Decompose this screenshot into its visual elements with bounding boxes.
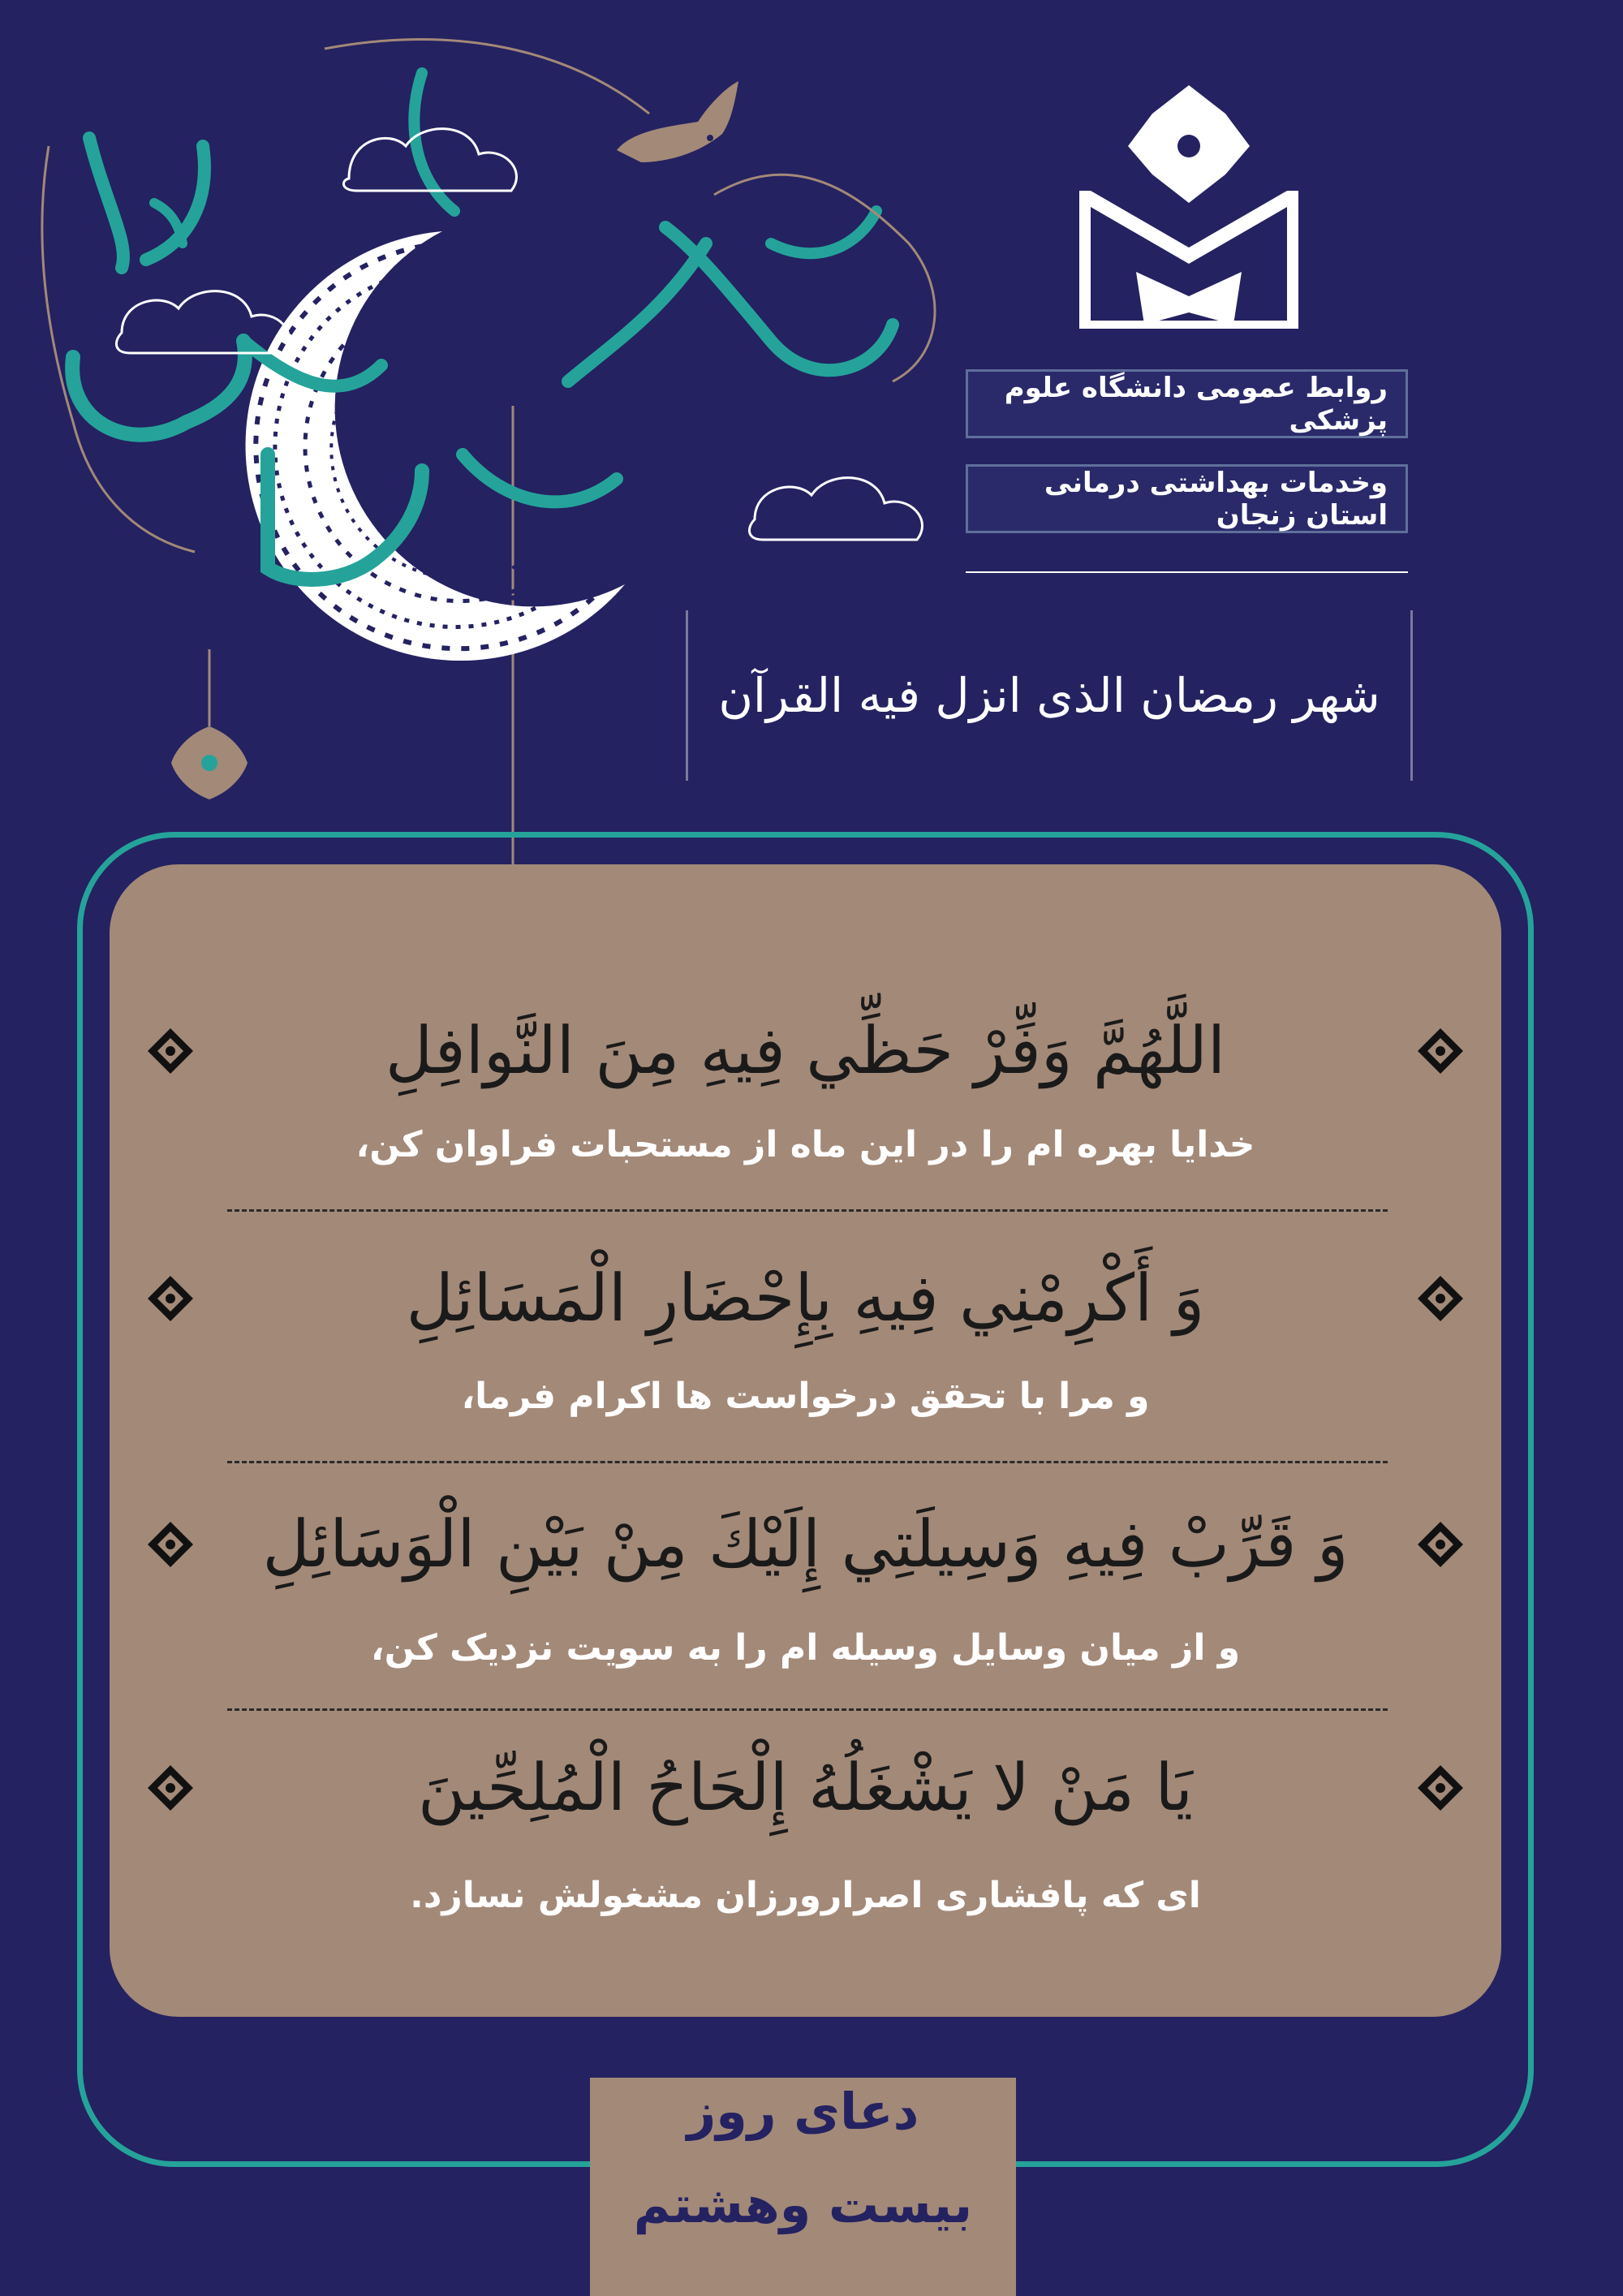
prayer-translation: ای که پافشاری اصرارورزان مشغولش نسازد. [410,1875,1201,1916]
prayer-line-2 [142,1247,1469,1349]
crescent-moon-icon [246,231,625,661]
diamond-ornament-icon [142,1270,199,1327]
day-title-line2: بیست وهشتم [633,2175,973,2234]
diamond-ornament-icon [142,1760,199,1816]
prayer-translation: خدایا بهره ام را در این ماه از مستحبات فراوان کن، [355,1124,1255,1165]
prayer-line-1 [142,1000,1469,1101]
flower-ornament-icon [171,726,248,799]
day-title-line1: دعای روز [687,2082,919,2141]
diamond-ornament-icon [1412,1516,1469,1573]
diamond-ornament-icon [142,1516,199,1573]
prayer-arabic: يَا مَنْ لا يَشْغَلُهُ إِلْحَاحُ الْمُلِحِّينَ [417,1750,1194,1825]
organization-name-line2: وخدمات بهداشتی درمانی استان زنجان [966,464,1408,533]
prayer-translation: و مرا با تحقق درخواست ها اکرام فرما، [461,1376,1150,1417]
organization-name-line1: روابط عمومی دانشگاه علوم پزشکی [966,369,1408,438]
calligraphy-artwork [72,73,893,579]
bird-icon [617,81,738,162]
cloud-icon [116,129,922,540]
diamond-ornament-icon [1412,1760,1469,1816]
diamond-ornament-icon [1412,1270,1469,1327]
dashed-divider [227,1708,1388,1711]
quran-verse: شهر رمضان الذی انزل فیه القرآن [686,610,1413,781]
prayer-translation: و از میان وسایل وسیله ام را به سویت نزدیک کن، [370,1627,1241,1669]
prayer-arabic: اللَّهُمَّ وَفِّرْ حَظِّي فِيهِ مِنَ النَّوافِلِ [385,1013,1226,1088]
diamond-ornament-icon [142,1023,199,1079]
prayer-line-3 [142,1493,1469,1595]
prayer-arabic: وَ أَكْرِمْنِي فِيهِ بِإِحْضَارِ الْمَسَائِلِ [406,1260,1205,1336]
prayer-line-4 [142,1737,1469,1838]
university-emblem-icon [1079,85,1298,329]
dashed-divider [227,1461,1388,1463]
diamond-ornament-icon [1412,1023,1469,1079]
dashed-divider [227,1209,1388,1212]
prayer-arabic: وَ قَرِّبْ فِيهِ وَسِيلَتِي إِلَيْكَ مِنْ بَيْنِ الْوَسَائِلِ [262,1506,1349,1582]
